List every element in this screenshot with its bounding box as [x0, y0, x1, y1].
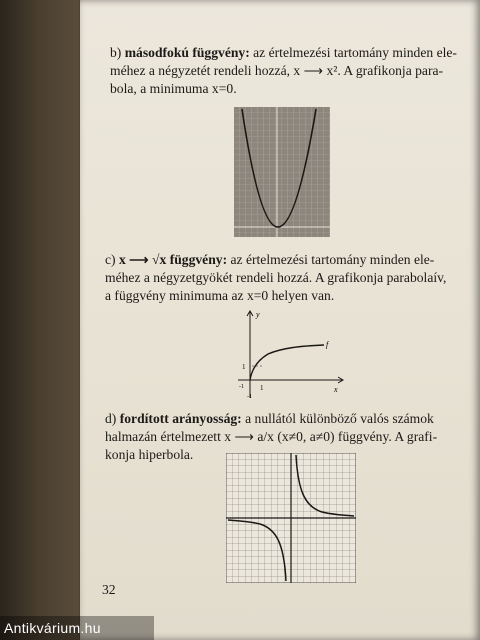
y-tick-label: 1	[242, 363, 246, 371]
term-heading: fordított arányosság:	[119, 411, 242, 426]
parabola-graph	[234, 107, 330, 237]
line-text: bola, a minimuma x=0.	[110, 81, 237, 96]
paragraph-line	[105, 251, 465, 269]
line-text: az értelmezési tartomány minden ele-	[227, 252, 435, 267]
item-label: c)	[105, 252, 119, 267]
watermark-logo: Antikvárium.hu	[0, 616, 154, 640]
sqrt-graph	[230, 308, 350, 402]
y-axis-label: y	[256, 310, 260, 319]
grid-background	[234, 107, 330, 237]
x-tick-label: 1	[260, 384, 264, 392]
line-text: halmazán értelmezett x ⟶ a/x (x≠0, a≠0) függvény. A grafi-	[105, 429, 438, 444]
curve-label: f	[326, 340, 329, 349]
item-label: b)	[110, 45, 125, 60]
line-text: konja hiperbola.	[105, 447, 194, 462]
sqrt-curve	[250, 345, 324, 380]
hyperbola-graph	[226, 453, 356, 583]
term-heading: másodfokú függvény:	[124, 45, 250, 60]
line-text: méhez a négyzetét rendeli hozzá, x ⟶ x². A grafikonja para-	[110, 63, 444, 78]
line-text: az értelmezési tartomány minden ele-	[249, 45, 457, 60]
x-neg-tick-label: -1	[247, 394, 252, 400]
term-heading: x ⟶ √x függvény:	[118, 252, 228, 267]
line-text: méhez a négyzetgyökét rendeli hozzá. A grafikonja parabolaív,	[105, 270, 447, 285]
x-axis-label: x	[334, 385, 338, 394]
line-text: a nullától különböző valós számok	[241, 411, 434, 426]
item-label: d)	[105, 411, 120, 426]
page-number: 32	[102, 582, 116, 597]
paragraph-line	[110, 44, 464, 62]
paragraph-line	[105, 410, 465, 428]
paragraph-sqrt	[105, 251, 465, 305]
line-text: a függvény minimuma az x=0 helyen van.	[105, 288, 335, 303]
paragraph-quadratic	[110, 44, 464, 98]
y-neg-tick-label: -1	[239, 384, 244, 390]
